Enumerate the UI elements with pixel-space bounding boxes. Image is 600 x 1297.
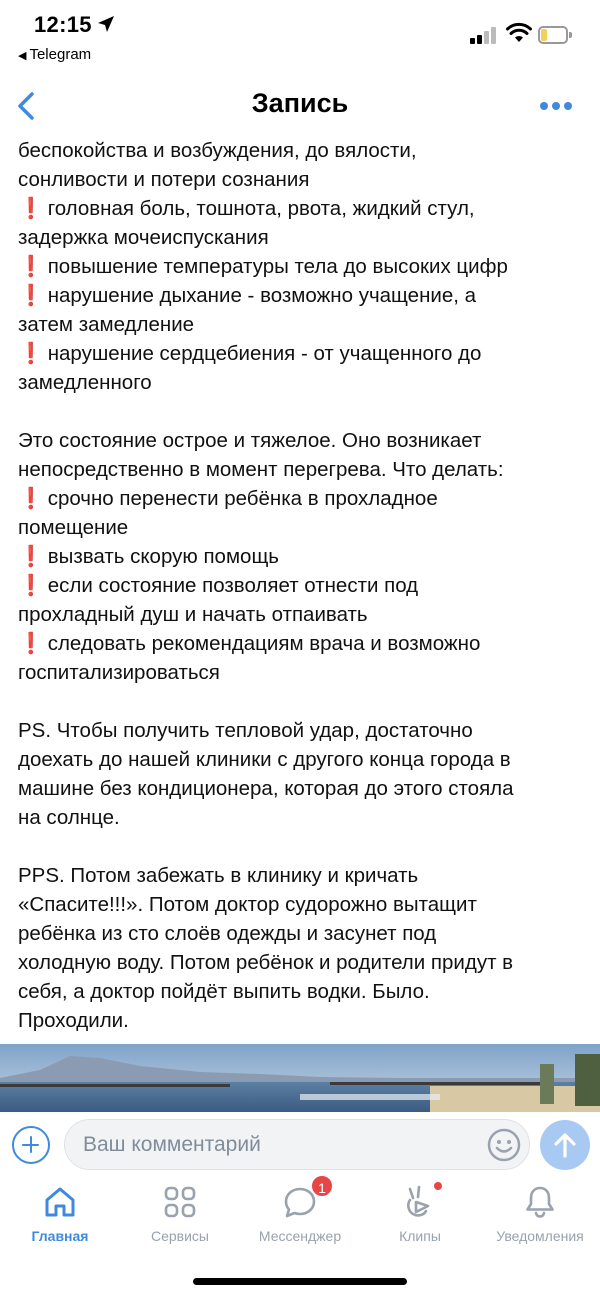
post-text-line-content: машине без кондиционера, которая до этого стояла [18,777,514,800]
post-text-line [18,600,588,629]
post-text-line-content: PS. Чтобы получить тепловой удар, достаточно [18,719,473,742]
post-text-line-content: сонливости и потери сознания [18,168,310,191]
post-photo[interactable] [0,1044,600,1112]
post-text-line [18,716,588,745]
post-text-line [18,339,588,368]
post-text-line [18,455,588,484]
post-text-line-content: ребёнка из сто слоёв одежды и засунет под [18,922,437,945]
exclamation-icon: ❗ [18,574,44,597]
post-text-line-content: помещение [18,516,129,539]
post-text-line-content: «Спасите!!!». Потом доктор судорожно вытащит [18,893,477,916]
services-icon [162,1184,198,1220]
more-options-icon[interactable] [536,98,576,114]
post-text-line [18,542,588,571]
cellular-signal-icon [470,26,500,44]
post-text-line-content: Это состояние острое и тяжелое. Оно возникает [18,429,482,452]
post-text-line-content: непосредственно в момент перегрева. Что делать: [18,458,504,481]
post-text-line [18,745,588,774]
send-button[interactable] [540,1120,590,1170]
messenger-badge: 1 [310,1174,334,1198]
tab-services[interactable] [120,1180,240,1250]
post-text-line-content: холодную воду. Потом ребёнок и родители придут в [18,951,514,974]
post-text-line-content: нарушение дыхание - возможно учащение, а [47,284,477,307]
post-text-line [18,948,588,977]
clips-new-dot [434,1182,442,1190]
comment-input[interactable] [64,1119,530,1170]
back-triangle-icon: ◀ [18,50,27,62]
comment-bar [0,1112,600,1180]
post-text-line [18,629,588,658]
post-text-line-content: на солнце. [18,806,120,829]
post-text-line [18,426,588,455]
tab-services-label: Сервисы [150,1228,209,1244]
status-bar [0,0,600,70]
location-arrow-icon [96,14,116,34]
tab-clips-label: Клипы [399,1228,441,1244]
post-text-line [18,890,588,919]
post-text-line [18,774,588,803]
exclamation-icon: ❗ [18,197,44,220]
post-text-line-content: следовать рекомендациям врача и возможно [47,632,481,655]
paragraph-gap [18,832,588,861]
post-text-line [18,919,588,948]
post-text-line [18,803,588,832]
post-text-line [18,977,588,1006]
post-text-line [18,138,588,165]
send-arrow-icon [540,1120,590,1170]
post-text-line-content: доехать до нашей клиники с другого конца города в [18,748,511,771]
back-app-label: Telegram [29,46,92,63]
tab-messenger[interactable] [240,1180,360,1250]
post-text-line [18,223,588,252]
post-text-line-content: повышение температуры тела до высоких цифр [47,255,508,278]
tab-home[interactable] [0,1180,120,1250]
page-title: Запись [251,88,349,118]
post-text-line-content: задержка мочеиспускания [18,226,269,249]
home-indicator [193,1278,407,1285]
post-text-line-content: PPS. Потом забежать в клинику и кричать [18,864,419,887]
exclamation-icon: ❗ [18,284,44,307]
wifi-icon [506,22,532,44]
post-text-line [18,658,588,687]
post-text-line [18,194,588,223]
post-text-line-content: если состояние позволяет отнести под [47,574,419,597]
post-text-line-content: беспокойства и возбуждения, до вялости, [18,139,417,162]
nav-header [0,74,600,138]
post-text-line [18,165,588,194]
post-text-line-content: вызвать скорую помощь [47,545,279,568]
status-time: 12:15 [34,12,92,37]
home-icon [42,1184,78,1220]
post-text-line [18,484,588,513]
post-text-line-content: себя, а доктор пойдёт выпить водки. Было. [18,980,430,1003]
bottom-tab-bar [0,1180,600,1297]
battery-icon [538,26,572,44]
post-text-line-content: срочно перенести ребёнка в прохладное [47,487,438,510]
post-text-line [18,1006,588,1035]
post-text-line [18,310,588,339]
post-text-line-content: прохладный душ и начать отпаивать [18,603,368,626]
bell-icon [522,1184,558,1220]
tab-messenger-label: Мессенджер [258,1228,342,1244]
tab-clips[interactable] [360,1180,480,1250]
post-text-line-content: головная боль, тошнота, рвота, жидкий стул, [47,197,475,220]
post-text-line [18,252,588,281]
post-text-line [18,571,588,600]
tab-notifications[interactable] [480,1180,600,1250]
exclamation-icon: ❗ [18,545,44,568]
post-text-line-content: замедленного [18,371,152,394]
paragraph-gap [18,397,588,426]
add-attachment-icon[interactable] [12,1126,50,1164]
emoji-icon[interactable] [487,1128,521,1162]
paragraph-gap [18,687,588,716]
exclamation-icon: ❗ [18,632,44,655]
back-to-app-link[interactable] [18,46,91,63]
clips-icon [402,1184,438,1220]
exclamation-icon: ❗ [18,487,44,510]
post-text-line [18,861,588,890]
tab-home-label: Главная [31,1228,89,1244]
post-text-line-content: госпитализироваться [18,661,220,684]
exclamation-icon: ❗ [18,255,44,278]
post-text-line-content: нарушение сердцебиения - от учащенного до [47,342,482,365]
post-text-line-content: Проходили. [18,1009,129,1032]
tab-notifications-label: Уведомления [496,1228,584,1244]
post-text [18,138,588,1038]
post-text-line [18,281,588,310]
post-text-line [18,513,588,542]
post-text-line-content: затем замедление [18,313,195,336]
post-text-line [18,368,588,397]
exclamation-icon: ❗ [18,342,44,365]
